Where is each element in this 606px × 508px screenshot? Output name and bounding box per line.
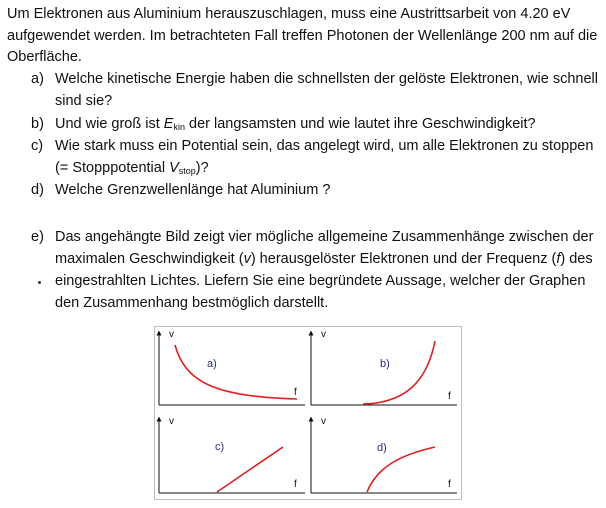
question-e-line3: eingestrahlten Lichtes. Liefern Sie eine begründete Aussage, welcher der Graphen xyxy=(55,273,586,289)
graph-panel-d xyxy=(311,416,457,493)
text-fragment: der langsamsten und wie lautet ihre Geschwindigkeit? xyxy=(184,116,536,132)
text-fragment: Und wie groß ist xyxy=(55,116,164,132)
x-axis-label: f xyxy=(294,479,297,490)
graph-panels xyxy=(155,327,461,499)
question-label: a) xyxy=(31,71,44,87)
curve-increasing xyxy=(363,341,435,404)
x-axis-label: f xyxy=(448,479,451,490)
x-axis-label: f xyxy=(448,391,451,402)
y-axis-label: v xyxy=(169,416,174,427)
question-label: c) xyxy=(31,138,44,154)
stray-dot xyxy=(38,281,41,284)
panel-label: c) xyxy=(215,441,225,453)
text-fragment: )? xyxy=(195,160,209,176)
question-label: e) xyxy=(31,229,44,245)
question-label: b) xyxy=(31,116,44,132)
panel-label: a) xyxy=(207,358,217,370)
question-label: d) xyxy=(31,182,44,198)
panel-label: d) xyxy=(377,442,387,454)
symbol: f xyxy=(556,251,561,267)
question-d-text: Welche Grenzwellenlänge hat Aluminium ? xyxy=(55,182,331,198)
y-axis-label: v xyxy=(321,329,326,340)
symbol: v xyxy=(243,251,251,267)
panel-label: b) xyxy=(380,358,390,370)
question-c-line1: Wie stark muss ein Potential sein, das angelegt wird, um alle Elektronen zu stoppen xyxy=(55,138,594,154)
graph-panel-c xyxy=(159,416,305,493)
text-fragment: ) des xyxy=(560,251,593,267)
graph-panel-b xyxy=(311,329,457,405)
graph-panel-a xyxy=(159,329,305,405)
text-fragment: ) herausgelöster Elektronen und der Frequenz ( xyxy=(250,251,557,267)
text-fragment: (= Stopppotential xyxy=(55,160,170,176)
y-axis-label: v xyxy=(321,416,326,427)
question-a-line1: Welche kinetische Energie haben die schnellsten der gelöste Elektronen, wie schnell xyxy=(55,71,598,87)
symbol: V xyxy=(169,160,179,176)
subscript: stop xyxy=(178,166,196,176)
x-axis-label: f xyxy=(294,387,297,398)
curve-decreasing xyxy=(175,345,297,399)
curve-linear xyxy=(217,447,283,492)
graph-figure xyxy=(154,326,462,500)
text-fragment: maximalen Geschwindigkeit ( xyxy=(55,251,244,267)
question-e-line4: den Zusammenhang bestmöglich darstellt. xyxy=(55,295,329,311)
y-axis-label: v xyxy=(169,329,174,340)
subscript: kin xyxy=(173,122,185,132)
problem-intro: Um Elektronen aus Aluminium herauszuschlagen, muss eine Austrittsarbeit von 4.20 eV aufgewendet werden. Im betrachteten Fall treffen Photonen der Wellenlänge 200 nm auf die Oberfläche. xyxy=(7,6,598,65)
question-a-line2: sind sie? xyxy=(55,93,113,109)
question-e-line2 xyxy=(55,248,593,270)
symbol: E xyxy=(163,116,174,132)
question-e-line1: Das angehängte Bild zeigt vier mögliche allgemeine Zusammenhänge zwischen der xyxy=(55,229,594,245)
